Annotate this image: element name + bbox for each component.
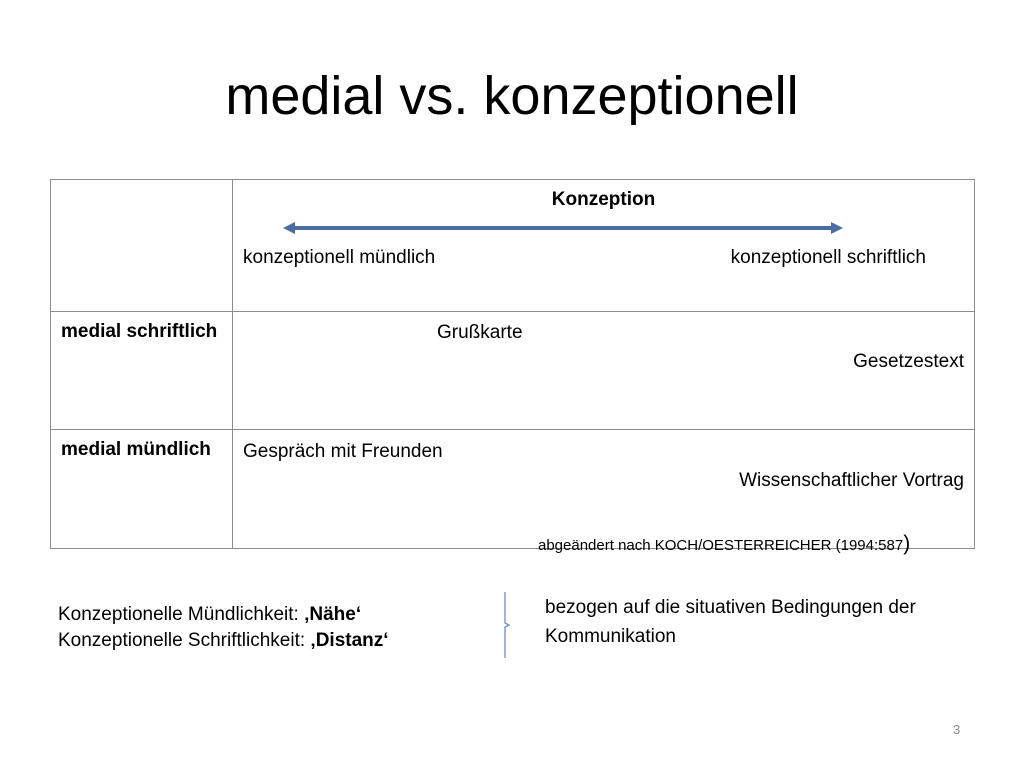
definition-term-naehe: ‚Nähe‘ xyxy=(304,604,362,625)
definition-prefix: Konzeptionelle Mündlichkeit: xyxy=(58,604,305,625)
medial-schriftlich-cell xyxy=(233,312,975,430)
konzeptionell-schriftlich-label: konzeptionell schriftlich xyxy=(730,247,926,268)
example-gesetzestext: Gesetzestext xyxy=(853,351,964,372)
example-grusskarte: Grußkarte xyxy=(437,322,523,343)
definition-muendlichkeit xyxy=(58,602,389,628)
konzeption-header-cell xyxy=(233,180,975,312)
definition-prefix: Konzeptionelle Schriftlichkeit: xyxy=(58,630,311,651)
definition-schriftlichkeit xyxy=(58,628,389,654)
example-wissenschaftlicher-vortrag: Wissenschaftlicher Vortrag xyxy=(739,470,964,491)
medial-konzeption-table xyxy=(50,179,975,549)
definition-term-distanz: ‚Distanz‘ xyxy=(310,630,389,651)
source-closing-paren: ) xyxy=(903,532,911,555)
table-corner-cell xyxy=(51,180,233,312)
right-brace-icon xyxy=(498,591,514,659)
row-label-medial-schriftlich: medial schriftlich xyxy=(51,312,233,430)
situative-bedingungen-note: bezogen auf die situativen Bedingungen der Kommunikation xyxy=(545,597,916,647)
double-arrow-icon xyxy=(283,218,843,238)
medial-muendlich-cell xyxy=(233,430,975,549)
konzeptionell-muendlich-label: konzeptionell mündlich xyxy=(243,247,436,268)
source-citation-text: abgeändert nach KOCH/OESTERREICHER (1994:587 xyxy=(538,537,904,554)
row-label-medial-muendlich: medial mündlich xyxy=(51,430,233,549)
definitions-block xyxy=(58,602,389,654)
konzeption-label: Konzeption xyxy=(551,189,656,210)
example-gespraech-mit-freunden: Gespräch mit Freunden xyxy=(243,441,443,462)
page-number: 3 xyxy=(953,722,961,737)
slide-title: medial vs. konzeptionell xyxy=(225,66,799,126)
source-citation xyxy=(538,532,910,558)
